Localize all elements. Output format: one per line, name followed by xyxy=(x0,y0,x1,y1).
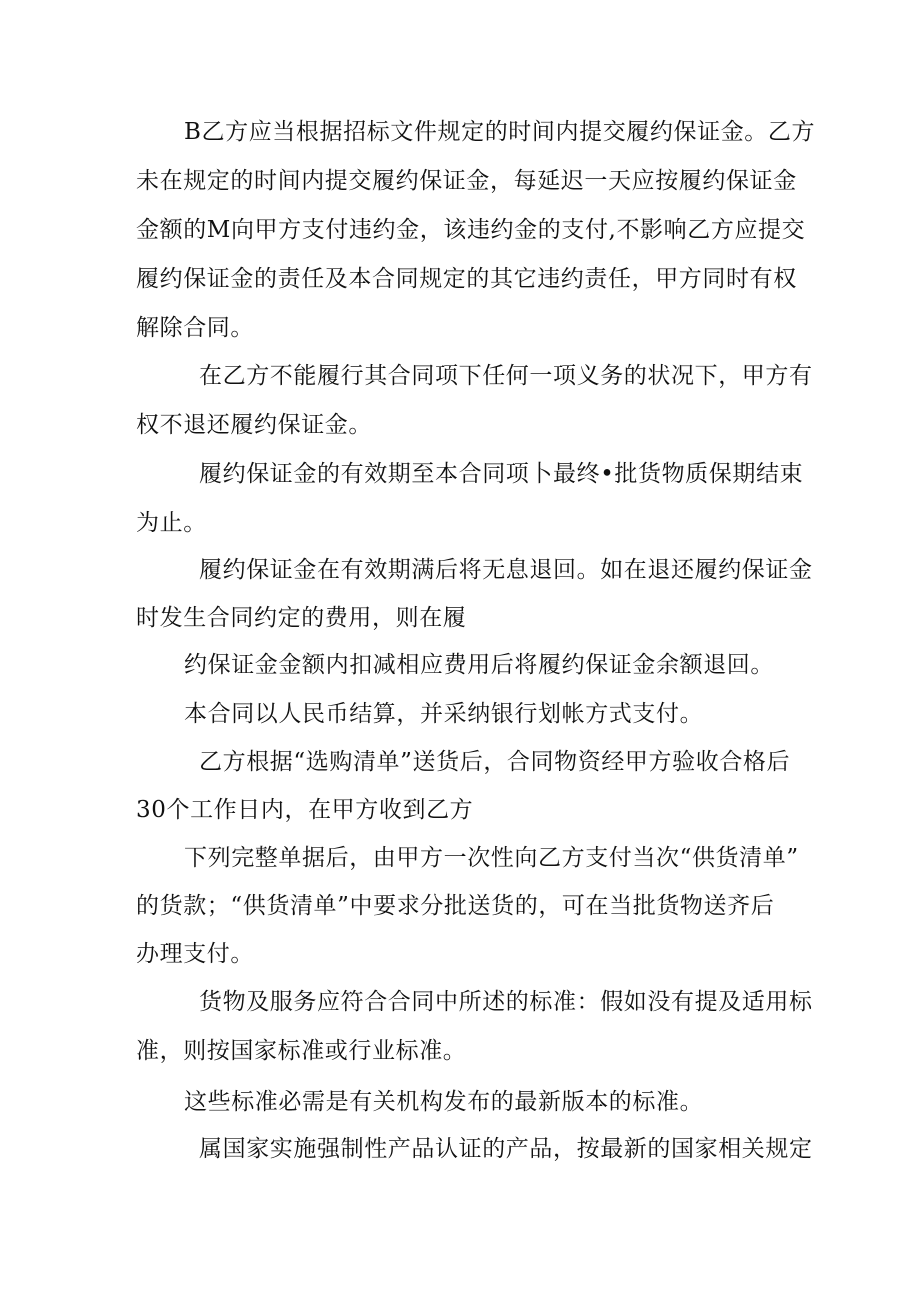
paragraph-9-line-2: 准，则按国家标准或行业标准。 xyxy=(136,1038,467,1064)
paragraph-1-line-1: B乙方应当根据招标文件规定的时间内提交履约保证金。乙方 xyxy=(184,119,816,145)
paragraph-2-line-2: 权不退还履约保证金。 xyxy=(136,412,372,438)
paragraph-1-line-5: 解除合同。 xyxy=(136,315,254,341)
paragraph-6-line-1: 本合同以人民币结算，并采纳银行划帐方式支付。 xyxy=(184,701,704,727)
paragraph-8-line-2: 的货款；“供货清单”中要求分批送货的，可在当批货物送齐后 xyxy=(136,893,775,919)
paragraph-9-line-1: 货物及服务应符合合同中所述的标准：假如没有提及适用标 xyxy=(199,989,813,1015)
paragraph-10-line-1: 这些标准必需是有关机构发布的最新版本的标准。 xyxy=(184,1089,704,1115)
paragraph-4-line-1: 履约保证金在有效期满后将无息退回。如在退还履约保证金 xyxy=(199,557,813,583)
paragraph-5-line-1: 约保证金金额内扣减相应费用后将履约保证金余额退回。 xyxy=(184,652,774,678)
paragraph-7-line-1: 乙方根据“选购清单”送货后，合同物资经甲方验收合格后 xyxy=(199,749,791,775)
paragraph-8-line-3: 办理支付。 xyxy=(136,941,254,967)
paragraph-1-line-2: 未在规定的时间内提交履约保证金，每延迟一天应按履约保证金 xyxy=(136,168,797,194)
paragraph-11-line-1: 属国家实施强制性产品认证的产品，按最新的国家相关规定 xyxy=(199,1136,813,1162)
paragraph-7-line-2: 30个工作日内，在甲方收到乙方 xyxy=(136,797,474,823)
paragraph-3-line-1: 履约保证金的有效期至本合同项卜最终•批货物质保期结束 xyxy=(199,461,804,487)
paragraph-1-line-4: 履约保证金的责任及本合同规定的其它违约责任，甲方同时有权 xyxy=(136,266,797,292)
paragraph-1-line-3: 金额的M向甲方支付违约金，该违约金的支付,不影响乙方应提交 xyxy=(136,217,806,243)
paragraph-8-line-1: 下列完整单据后，由甲方一次性向乙方支付当次“供货清单” xyxy=(184,845,799,871)
paragraph-2-line-1: 在乙方不能履行其合同项下任何一项义务的状况下，甲方有 xyxy=(199,363,813,389)
paragraph-4-line-2: 时发生合同约定的费用，则在履 xyxy=(136,605,467,631)
paragraph-3-line-2: 为止。 xyxy=(136,510,207,536)
